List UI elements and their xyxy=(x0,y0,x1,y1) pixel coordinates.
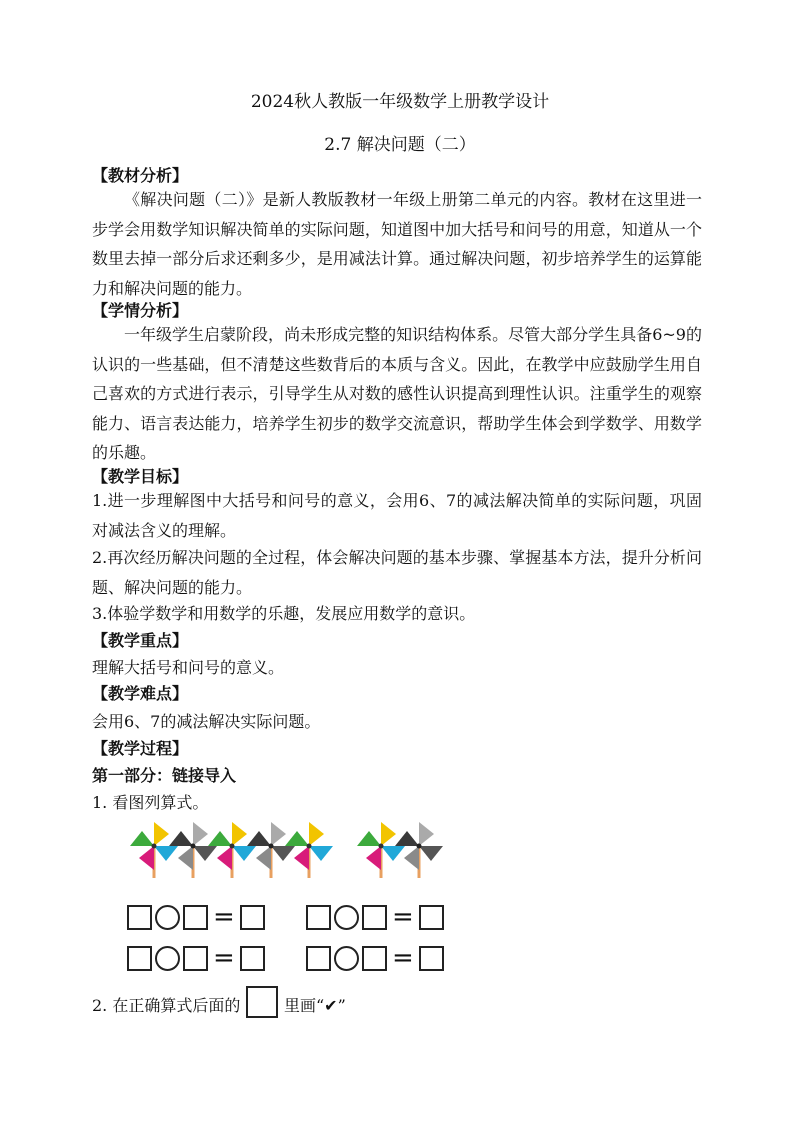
difficulty-text: 会用6、7的减法解决实际问题。 xyxy=(92,712,321,731)
answer-box[interactable] xyxy=(419,946,444,971)
question-2-suffix: 里画“✔” xyxy=(284,996,346,1015)
equals-sign: = xyxy=(213,902,235,932)
answer-box[interactable] xyxy=(183,905,208,930)
equals-sign: = xyxy=(392,902,414,932)
heading-teaching-process: 【教学过程】 xyxy=(92,739,189,758)
pinwheel-gray-icon xyxy=(390,818,448,878)
heading-teaching-goals: 【教学目标】 xyxy=(92,467,189,486)
material-analysis-text: 《解决问题（二）》是新人教版教材一年级上册第二单元的内容。教材在这里进一步学会用数学知识解决简单的实际问题，知道图中加大括号和问号的用意，知道从一个数里去掉一部分后求还剩多少，是用减法计算。通过解决问题，初步培养学生的运算能力和解决问题的能力。 xyxy=(92,190,702,298)
heading-student-analysis: 【学情分析】 xyxy=(92,301,189,320)
equation-blank[interactable] xyxy=(306,943,444,973)
answer-box[interactable] xyxy=(362,946,387,971)
heading-key-point: 【教学重点】 xyxy=(92,631,189,650)
equation-blank[interactable] xyxy=(127,943,265,973)
goal-item: 3.体验学数学和用数学的乐趣，发展应用数学的意识。 xyxy=(92,604,476,623)
part1-title: 第一部分：链接导入 xyxy=(92,766,237,785)
operator-circle[interactable] xyxy=(334,946,359,971)
equals-sign: = xyxy=(392,943,414,973)
question-2-prefix: 2. 在正确算式后面的 xyxy=(92,996,241,1015)
answer-box[interactable] xyxy=(127,946,152,971)
answer-box[interactable] xyxy=(183,946,208,971)
question-1: 1. 看图列算式。 xyxy=(92,793,209,812)
operator-circle[interactable] xyxy=(334,905,359,930)
operator-circle[interactable] xyxy=(155,905,180,930)
answer-box[interactable] xyxy=(240,905,265,930)
document-title: 2024秋人教版一年级数学上册教学设计 xyxy=(250,92,550,112)
answer-box[interactable] xyxy=(306,905,331,930)
student-analysis-text: 一年级学生启蒙阶段，尚未形成完整的知识结构体系。尽管大部分学生具备6~9的认识的一些基础，但不清楚这些数背后的本质与含义。因此，在教学中应鼓励学生用自己喜欢的方式进行表示，引导学生从对数的感性认识提高到理性认识。注重学生的观察能力、语言表达能力，培养学生初步的数学交流意识，帮助学生体会到学数学、用数学的乐趣。 xyxy=(92,325,702,462)
equation-blank[interactable] xyxy=(127,902,265,932)
pinwheel-color-icon xyxy=(280,818,338,878)
operator-circle[interactable] xyxy=(155,946,180,971)
equals-sign: = xyxy=(213,943,235,973)
goal-item: 1.进一步理解图中大括号和问号的意义，会用6、7的减法解决简单的实际问题，巩固对减法含义的理解。 xyxy=(92,491,702,540)
answer-box[interactable] xyxy=(419,905,444,930)
heading-material-analysis: 【教材分析】 xyxy=(92,166,189,185)
check-box[interactable] xyxy=(246,986,278,1018)
answer-box[interactable] xyxy=(306,946,331,971)
goal-item: 2.再次经历解决问题的全过程，体会解决问题的基本步骤、掌握基本方法，提升分析问题、解决问题的能力。 xyxy=(92,548,702,597)
document-subtitle: 2.7 解决问题（二） xyxy=(324,135,476,155)
heading-difficulty: 【教学难点】 xyxy=(92,684,189,703)
key-point-text: 理解大括号和问号的意义。 xyxy=(92,658,285,677)
answer-box[interactable] xyxy=(240,946,265,971)
equation-blank[interactable] xyxy=(306,902,444,932)
answer-box[interactable] xyxy=(362,905,387,930)
answer-box[interactable] xyxy=(127,905,152,930)
